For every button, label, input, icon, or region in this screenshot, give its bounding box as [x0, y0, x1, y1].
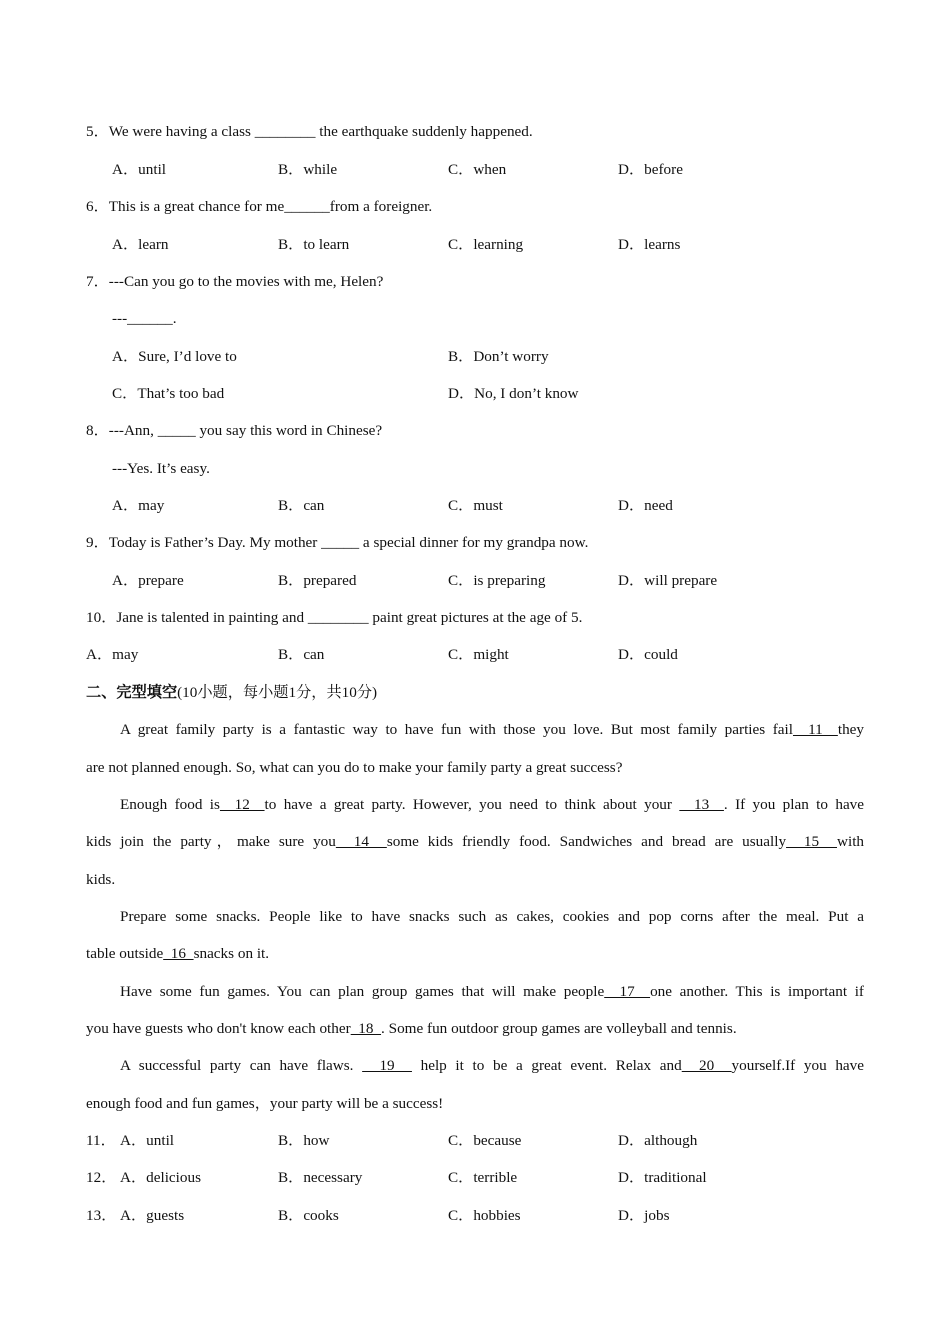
question-8-option-c: C．must — [448, 497, 503, 514]
question-10-stem: 10．Jane is talented in painting and ________ paint great pictures at the age of 5. — [86, 609, 583, 626]
question-8-option-b: B．can — [278, 497, 325, 514]
passage-line: A great family party is a fantastic way to have fun with those you love. But most family parties fail 11 they — [120, 721, 865, 738]
cloze-13-option-a: A．guests — [120, 1207, 185, 1224]
blank-12: 12 — [219, 796, 265, 813]
question-5-option-d: D．before — [618, 161, 683, 178]
cloze-11-option-c: C．because — [448, 1132, 522, 1149]
passage-line: A successful party can have flaws. 19 help it to be a great event. Relax and 20 yourself.If you have — [120, 1057, 864, 1074]
cloze-13-option-b: B．cooks — [278, 1207, 339, 1224]
passage-line: Prepare some snacks. People like to have snacks such as cakes, cookies and pop corns after the meal. Put a — [120, 908, 864, 925]
cloze-11-option-b: B．how — [278, 1132, 330, 1149]
cloze-13-number: 13． — [86, 1207, 117, 1224]
question-10-option-b: B．can — [278, 646, 325, 663]
cloze-12-number: 12． — [86, 1169, 117, 1186]
question-5-option-c: C．when — [448, 161, 507, 178]
blank-11: 11 — [792, 721, 838, 738]
question-9-option-b: B．prepared — [278, 572, 357, 589]
question-7-option-d: D．No, I don’t know — [448, 385, 579, 402]
cloze-11-option-d: D．although — [618, 1132, 698, 1149]
passage-line: kids join the party，make sure you 14 some kids friendly food. Sandwiches and bread are usually 15 with — [86, 833, 865, 850]
cloze-12-option-c: C．terrible — [448, 1169, 518, 1186]
question-6-option-b: B．to learn — [278, 236, 350, 253]
question-6-option-c: C．learning — [448, 236, 524, 253]
question-7-option-c: C．That’s too bad — [112, 385, 225, 402]
question-10-option-d: D．could — [618, 646, 678, 663]
question-6-option-a: A．learn — [112, 236, 169, 253]
question-5-option-a: A．until — [112, 161, 167, 178]
question-7-option-a: A．Sure, I’d love to — [112, 348, 237, 365]
passage-line: table outside 16 snacks on it. — [86, 945, 270, 962]
cloze-13-option-c: C．hobbies — [448, 1207, 521, 1224]
question-7-reply: ---______. — [112, 310, 177, 327]
question-10-option-c: C．might — [448, 646, 509, 663]
cloze-12-option-b: B．necessary — [278, 1169, 363, 1186]
cloze-12-option-a: A．delicious — [120, 1169, 201, 1186]
question-8-option-d: D．need — [618, 497, 673, 514]
blank-16: 16 — [163, 945, 194, 962]
cloze-13-option-d: D．jobs — [618, 1207, 670, 1224]
blank-20: 20 — [681, 1057, 732, 1074]
question-8-reply: ---Yes. It’s easy. — [112, 460, 210, 477]
blank-17: 17 — [604, 983, 651, 1000]
passage-line: Have some fun games. You can plan group games that will make people 17 one another. This is important if — [120, 983, 864, 1000]
passage-line: Enough food is 12 to have a great party. However, you need to think about your 13 . If you plan to have — [120, 796, 865, 813]
passage-line: you have guests who don't know each other 18 . Some fun outdoor group games are volleyball and tennis. — [86, 1020, 737, 1037]
passage-line: enough food and fun games，your party will be a success! — [86, 1095, 444, 1112]
passage-line: kids. — [86, 871, 116, 888]
question-8-stem: 8．---Ann, _____ you say this word in Chinese? — [86, 422, 383, 439]
cloze-11-number: 11． — [86, 1132, 116, 1149]
question-5-option-b: B．while — [278, 161, 338, 178]
blank-15: 15 — [786, 833, 837, 850]
question-9-option-d: D．will prepare — [618, 572, 718, 589]
passage-line: are not planned enough. So, what can you do to make your family party a great success? — [86, 759, 623, 776]
section-2-title: 二、完型填空 — [86, 684, 178, 701]
cloze-12-option-d: D．traditional — [618, 1169, 707, 1186]
cloze-11-option-a: A．until — [120, 1132, 175, 1149]
question-10-option-a: A．may — [86, 646, 139, 663]
question-9-stem: 9．Today is Father’s Day. My mother _____ a special dinner for my grandpa now. — [86, 534, 589, 551]
question-9-option-a: A．prepare — [112, 572, 184, 589]
question-6-stem: 6．This is a great chance for me______from a foreigner. — [86, 198, 433, 215]
question-6-option-d: D．learns — [618, 236, 681, 253]
section-2-heading — [86, 681, 864, 705]
blank-18: 18 — [350, 1020, 382, 1037]
blank-13: 13 — [679, 796, 724, 813]
question-5-stem: 5．We were having a class ________ the earthquake suddenly happened. — [86, 123, 533, 140]
question-9-option-c: C．is preparing — [448, 572, 546, 589]
section-2-detail: (10小题，每小题1分，共10分) — [177, 684, 378, 701]
question-8-option-a: A．may — [112, 497, 165, 514]
blank-14: 14 — [335, 833, 387, 850]
question-7-stem: 7．---Can you go to the movies with me, Helen? — [86, 273, 384, 290]
question-7-option-b: B．Don’t worry — [448, 348, 549, 365]
blank-19: 19 — [362, 1057, 412, 1074]
